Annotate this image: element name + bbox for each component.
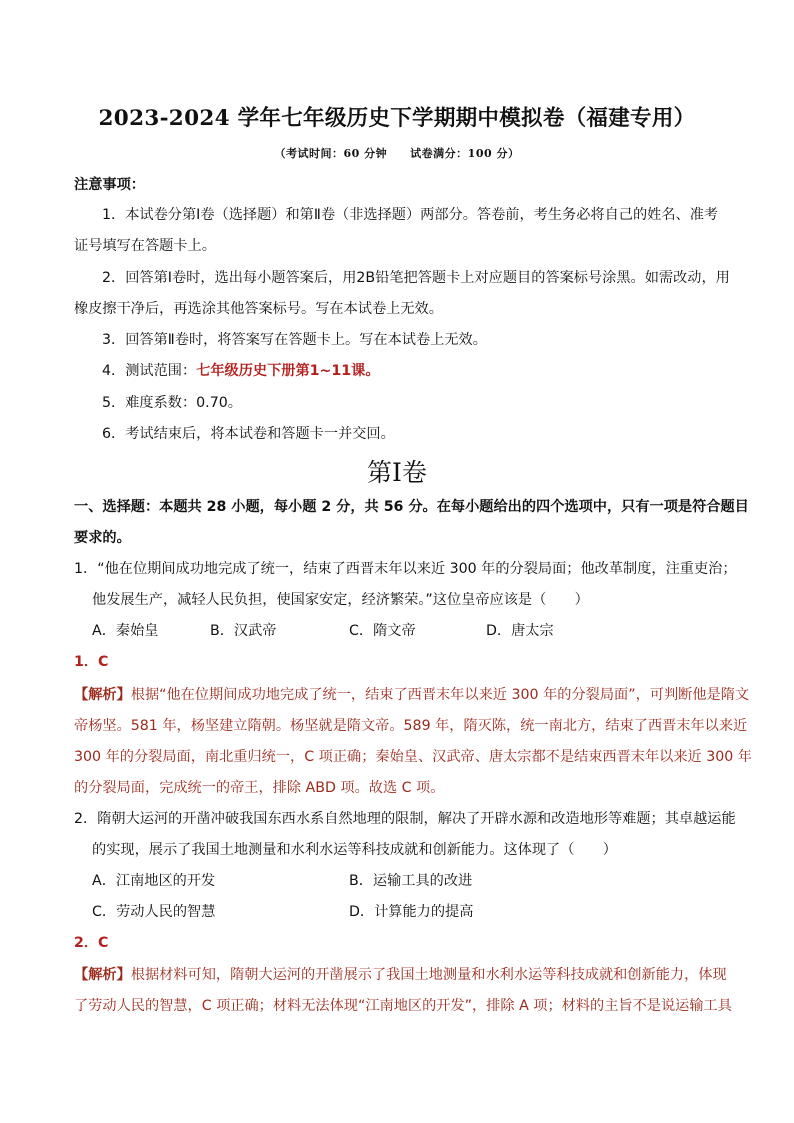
- question-2-option-d: D．计算能力的提高: [349, 904, 474, 920]
- notice-item-2-line2: 橡皮擦干净后，再选涂其他答案标号。写在本试卷上无效。: [74, 301, 443, 317]
- question-1-answer: 1．C: [74, 654, 109, 670]
- question-1-analysis-line2: 帝杨坚。581 年，杨坚建立隋朝。杨坚就是隋文帝。589 年，隋灭陈，统一南北方，结束了西晋末年以来近: [74, 718, 748, 734]
- question-1-analysis-line1: [74, 686, 750, 704]
- notice-item-4: [102, 362, 752, 380]
- question-1-stem-line2: 他发展生产，减轻人民负担，使国家安定，经济繁荣。”这位皇帝应该是（ ）: [92, 592, 589, 608]
- question-2-analysis-line1: [74, 966, 727, 984]
- question-2-stem-line2: 的实现，展示了我国土地测量和水利水运等科技成就和创新能力。这体现了（ ）: [92, 842, 617, 858]
- question-1-analysis-text-1: 根据“他在位期间成功地完成了统一，结束了西晋末年以来近 300 年的分裂局面”，可判断他是隋文: [130, 687, 750, 703]
- exam-title: 2023-2024 学年七年级历史下学期期中模拟卷（福建专用）: [98, 106, 696, 131]
- notice-item-4-prefix: 4．测试范围：: [102, 363, 197, 379]
- question-2-answer: 2．C: [74, 935, 109, 951]
- section-instruction-line2: 要求的。: [74, 530, 131, 546]
- question-1-analysis-line4: 的分裂局面，完成统一的帝王，排除 ABD 项。故选 C 项。: [74, 780, 445, 796]
- question-2-stem-line1: 2．隋朝大运河的开凿冲破我国东西水系自然地理的限制，解决了开辟水源和改造地形等难题；其卓越运能: [74, 811, 736, 827]
- question-2-option-b: B．运输工具的改进: [349, 873, 473, 889]
- question-1-option-c: C．隋文帝: [349, 623, 416, 639]
- question-1-option-d: D．唐太宗: [486, 623, 554, 639]
- section-heading: 第Ⅰ卷: [367, 458, 427, 487]
- notice-item-6: 6．考试结束后，将本试卷和答题卡一并交回。: [102, 426, 395, 442]
- question-1-stem-line1: 1．“他在位期间成功地完成了统一，结束了西晋末年以来近 300 年的分裂局面；他改革制度，注重吏治；: [74, 561, 737, 577]
- question-1-analysis-label: 【解析】: [74, 687, 131, 703]
- question-1-analysis-line3: 300 年的分裂局面，南北重归统一，C 项正确；秦始皇、汉武帝、唐太宗都不是结束西晋末年以来近 300 年: [74, 749, 752, 765]
- question-1-option-b: B．汉武帝: [210, 623, 277, 639]
- exam-subtitle: （考试时间：60 分钟 试卷满分：100 分）: [274, 147, 520, 160]
- section-instruction-line1: 一、选择题：本题共 28 小题，每小题 2 分，共 56 分。在每小题给出的四个选项中，只有一项是符合题目: [74, 499, 749, 515]
- question-2-analysis-text-1: 根据材料可知，隋朝大运河的开凿展示了我国土地测量和水利水运等科技成就和创新能力，体现: [130, 967, 727, 983]
- question-2-analysis-line2: 了劳动人民的智慧，C 项正确；材料无法体现“江南地区的开发”，排除 A 项；材料的主旨不是说运输工具: [74, 998, 732, 1014]
- question-1-option-a: A．秦始皇: [92, 623, 159, 639]
- test-scope-highlight: 七年级历史下册第1~11课。: [196, 363, 380, 379]
- notice-item-5: 5．难度系数：0.70。: [102, 395, 242, 411]
- question-2-analysis-label: 【解析】: [74, 967, 131, 983]
- notice-item-3: 3．回答第Ⅱ卷时，将答案写在答题卡上。写在本试卷上无效。: [102, 332, 487, 348]
- notice-item-1-line2: 证号填写在答题卡上。: [74, 238, 216, 254]
- question-2-option-c: C．劳动人民的智慧: [92, 904, 216, 920]
- notice-heading: 注意事项：: [74, 177, 145, 193]
- question-2-option-a: A．江南地区的开发: [92, 873, 216, 889]
- notice-item-1-line1: 1．本试卷分第Ⅰ卷（选择题）和第Ⅱ卷（非选择题）两部分。答卷前，考生务必将自己的姓名、准考: [102, 207, 719, 223]
- notice-item-2-line1: 2．回答第Ⅰ卷时，选出每小题答案后，用2B铅笔把答题卡上对应题目的答案标号涂黑。如需改动，用: [102, 270, 730, 286]
